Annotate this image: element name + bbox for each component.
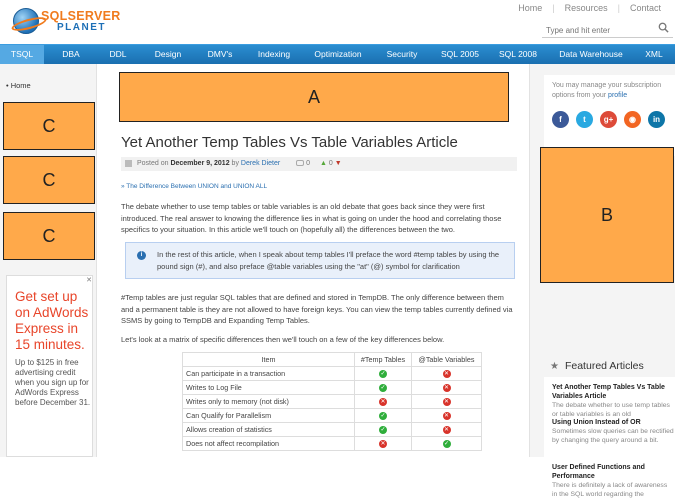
info-callout: [125, 242, 515, 279]
table-row: [183, 381, 482, 395]
star-icon: ★: [550, 361, 559, 372]
article-title: Yet Another Temp Tables Vs Table Variables Article: [121, 134, 458, 151]
featured-item[interactable]: [552, 383, 674, 419]
table-cell-temp: [355, 437, 412, 451]
table-cell-item: Does not affect recompilation: [183, 437, 355, 451]
nav-item-indexing[interactable]: Indexing: [257, 49, 291, 59]
profile-link[interactable]: profile: [608, 92, 628, 99]
cross-icon: ✕: [380, 441, 386, 448]
posted-on-label: Posted on: [136, 160, 169, 167]
ad-body[interactable]: Up to $125 in free advertising credit when you sign up for AdWords Express before December 31.: [15, 358, 91, 407]
top-link-contact[interactable]: Contact: [629, 3, 661, 13]
thumbs-up-icon[interactable]: ▲: [319, 160, 327, 167]
table-cell-var: [412, 437, 482, 451]
table-cell-item: Can participate in a transaction: [183, 367, 355, 381]
table-cell-item: Writes to Log File: [183, 381, 355, 395]
table-cell-temp: [355, 395, 412, 409]
nav-item-security[interactable]: Security: [386, 49, 418, 59]
twitter-icon[interactable]: t: [576, 111, 593, 128]
cross-icon: ✕: [443, 427, 450, 434]
nav-item-xml[interactable]: XML: [645, 49, 663, 59]
featured-item-title[interactable]: Yet Another Temp Tables Vs Table Variables Article: [552, 384, 665, 400]
ad-slot-c-3[interactable]: C: [3, 212, 95, 260]
cross-icon: ✕: [443, 413, 450, 420]
table-row: [183, 367, 482, 381]
check-icon: ✓: [380, 427, 386, 434]
logo-text-main: SQLSERVER: [41, 9, 121, 23]
nav-item-optimization[interactable]: Optimization: [314, 49, 362, 59]
cross-icon: ✕: [443, 399, 450, 406]
right-sidebar: [529, 64, 675, 498]
ad-close-icon[interactable]: ✕: [74, 276, 92, 285]
table-cell-item: Can Qualify for Parallelism: [183, 409, 355, 423]
ad-slot-a[interactable]: A: [119, 72, 509, 122]
ad-slot-c-1[interactable]: C: [3, 102, 95, 150]
linkedin-icon[interactable]: in: [648, 111, 665, 128]
subscription-text: [552, 81, 672, 101]
article-meta: [121, 157, 517, 171]
table-cell-temp: [355, 423, 412, 437]
table-cell-item: Allows creation of statistics: [183, 423, 355, 437]
nav-item-data-warehouse[interactable]: Data Warehouse: [559, 49, 623, 59]
nav-item-dba[interactable]: DBA: [62, 49, 80, 59]
table-header-row: [183, 353, 482, 367]
author-link[interactable]: Derek Dieter: [240, 160, 281, 167]
like-count: 0: [328, 160, 333, 167]
nav-item-sql2005[interactable]: SQL 2005: [441, 49, 479, 59]
table-cell-var: [412, 395, 482, 409]
table-cell-var: [412, 409, 482, 423]
subscription-card: [544, 75, 675, 156]
table-cell-temp: [355, 381, 412, 395]
logo-text-sub: PLANET: [57, 22, 106, 33]
sidebar-home-label[interactable]: Home: [10, 81, 31, 90]
post-date: December 9, 2012: [170, 160, 230, 167]
site-logo[interactable]: [13, 8, 121, 34]
subscription-message: You may manage your subscription options from your: [552, 82, 662, 99]
table-cell-item: Writes only to memory (not disk): [183, 395, 355, 409]
comment-count[interactable]: 0: [306, 160, 311, 167]
sidebar-home-link[interactable]: • Home: [6, 81, 31, 90]
facebook-icon[interactable]: f: [552, 111, 569, 128]
main-content: [97, 64, 529, 457]
featured-item-title[interactable]: User Defined Functions and Performance: [552, 464, 645, 480]
site-header: [0, 0, 675, 44]
search-box: [542, 20, 673, 38]
comment-icon[interactable]: [296, 160, 304, 166]
info-icon: i: [137, 251, 146, 260]
cross-icon: ✕: [443, 385, 450, 392]
featured-heading-label: Featured Articles: [564, 360, 644, 372]
thumbs-down-icon[interactable]: ▼: [334, 160, 342, 167]
rss-icon[interactable]: ◉: [624, 111, 641, 128]
table-row: [183, 437, 482, 451]
info-text: In the rest of this article, when I speak about temp tables I'll preface the word #temp tables by using the pound sign (#), and also preface @table variables using the "at" (@) symbol for clarification: [157, 250, 500, 271]
check-icon: ✓: [380, 371, 386, 378]
differences-table: [182, 352, 482, 451]
by-label: by: [231, 160, 239, 167]
table-cell-temp: [355, 367, 412, 381]
table-cell-temp: [355, 409, 412, 423]
featured-articles: [544, 355, 675, 498]
table-row: [183, 409, 482, 423]
featured-item-desc: Sometimes slow queries can be rectified by changing the query around a bit.: [552, 428, 674, 444]
table-row: [183, 423, 482, 437]
adwords-ad[interactable]: [6, 275, 93, 457]
featured-item-desc: There is definitely a lack of awareness in the SQL world regarding the: [552, 482, 668, 498]
globe-icon: [13, 8, 39, 34]
nav-item-ddl[interactable]: DDL: [109, 49, 127, 59]
social-icons: [552, 111, 672, 128]
table-cell-var: [412, 381, 482, 395]
table-header-item: Item: [183, 353, 355, 367]
ad-slot-c-2[interactable]: C: [3, 156, 95, 204]
nav-item-dmvs[interactable]: DMV's: [207, 49, 233, 59]
table-header-var: @Table Variables: [412, 353, 482, 367]
divider: |: [552, 3, 555, 13]
search-icon[interactable]: [658, 22, 669, 33]
divider: |: [617, 3, 620, 13]
cross-icon: ✕: [443, 371, 450, 378]
google-plus-icon[interactable]: g+: [600, 111, 617, 128]
table-cell-var: [412, 423, 482, 437]
check-icon: ✓: [443, 441, 450, 448]
article-paragraph-2: #Temp tables are just regular SQL tables that are defined and stored in TempDB. The only difference between them and a permanent table is they are not allowed to have foreign keys. You can view the temp tables currently defined via SSMS by going to TempDB and Expanding Temp Tables.: [121, 293, 513, 325]
featured-item-desc: The debate whether to use temp tables or table variables is an old: [552, 402, 670, 418]
check-icon: ✓: [380, 385, 386, 392]
ad-slot-b[interactable]: B: [540, 147, 674, 283]
top-link-resources[interactable]: Resources: [564, 3, 608, 13]
check-icon: ✓: [380, 413, 386, 420]
nav-item-sql2008[interactable]: SQL 2008: [499, 49, 537, 59]
featured-heading: [544, 355, 675, 377]
main-nav: [0, 44, 675, 64]
featured-item-title[interactable]: Using Union Instead of OR: [552, 419, 641, 426]
ad-headline[interactable]: Get set up on AdWords Express in 15 minutes.: [15, 289, 89, 352]
previous-post-link[interactable]: » The Difference Between UNION and UNION ALL: [121, 183, 268, 190]
article-intro: The debate whether to use temp tables or table variables is an old debate that goes back since they were first introduced. The real answer to knowing the difference lies in what is going on under the hood and correlating those specifics to your situation. In this article we'll touch on (hopefully all) the differences between the two.: [121, 202, 502, 234]
nav-item-design[interactable]: Design: [154, 49, 182, 59]
featured-item[interactable]: [552, 418, 674, 445]
featured-item[interactable]: [552, 463, 674, 499]
article-paragraph-3: Let's look at a matrix of specific differences then we'll touch on a few of the key differences below.: [121, 335, 445, 344]
search-input[interactable]: [542, 22, 652, 39]
top-links: [508, 3, 671, 13]
calendar-icon: [125, 160, 132, 167]
nav-item-tsql[interactable]: TSQL: [0, 45, 44, 64]
top-link-home[interactable]: Home: [518, 3, 543, 13]
table-row: [183, 395, 482, 409]
table-header-temp: #Temp Tables: [355, 353, 412, 367]
cross-icon: ✕: [380, 399, 386, 406]
table-cell-var: [412, 367, 482, 381]
